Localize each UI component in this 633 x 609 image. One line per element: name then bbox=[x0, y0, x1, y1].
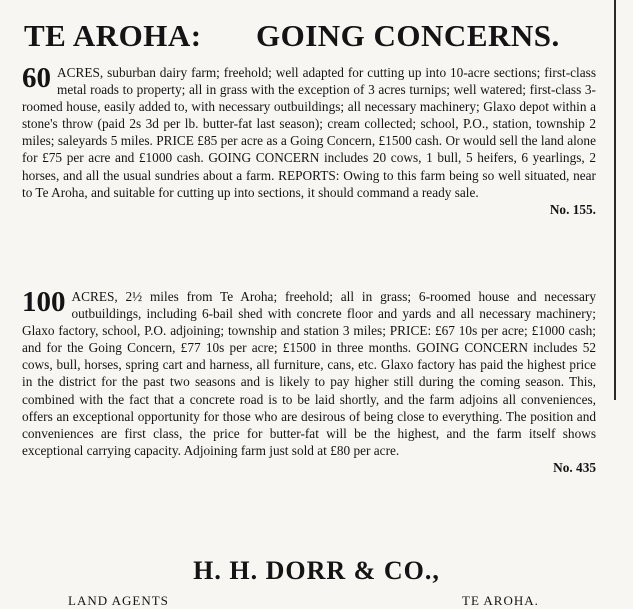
listing-text: ACRES, 2½ miles from Te Aroha; freehold; all in grass; 6-roomed house and necessary outbuildings, including 6-bail shed with concrete floor and yards and all necessary machinery; Glaxo factory, school, P.O. adjoining; township and station 3 miles; PRICE: £67 10s per acre; £1000 cash; and for the Going Concern, £77 10s per acre; £1500 in three months. GOING CONCERN includes 52 cows, bull, horses, spring cart and harness, all furniture, cans, etc. Glaxo factory has paid the highest price in the district for the past two seasons and is likely to pay higher still during the coming season. This, combined with the fact that a concrete road is to be laid shortly, and the farm adjoins all conveniences, offers an exceptional opportunity for those who are desirous of being close to everything. The position and conveniences are first class, the price for butter-fat will be the highest, and the farm itself shows exceptional carrying capacity. Adjoining farm just sold at £80 per acre. bbox=[22, 289, 596, 458]
listing-number: 100 bbox=[22, 286, 66, 318]
column-rule bbox=[614, 0, 616, 400]
listing-body bbox=[22, 64, 596, 218]
footer-land-agents: LAND AGENTS bbox=[68, 593, 169, 608]
header-location: TE AROHA: bbox=[24, 18, 202, 53]
listing-100-acres bbox=[22, 288, 596, 476]
listing-reference: No. 155. bbox=[549, 201, 596, 217]
listing-reference: No. 435 bbox=[553, 459, 596, 475]
firm-name: H. H. DORR & CO., bbox=[193, 556, 440, 585]
header-title: GOING CONCERNS. bbox=[256, 18, 560, 53]
listing-body bbox=[22, 288, 596, 476]
listing-text: ACRES, suburban dairy farm; freehold; well adapted for cutting up into 10-acre sections; first-class metal roads to property; all in grass with the exception of 3 acres turnips; well watered; first-class 3-roomed house, easily added to, with necessary outbuildings; all necessary machinery; Glaxo depot within a stone's throw (paid 2s 3d per lb. butter-fat last season); cream collected; school, P.O., station, township 2 miles; saleyards 5 miles. PRICE £85 per acre as a Going Concern, £1500 cash. Or would sell the land alone for £75 per acre and £1000 cash. GOING CONCERN includes 20 cows, 1 bull, 5 heifers, 6 yearlings, 2 horses, and all the usual sundries about a farm. REPORTS: Owing to this farm being so well situated, near to Te Aroha, and suitable for cutting up into sections, it should command a ready sale. bbox=[22, 65, 596, 200]
footer-location: TE AROHA. bbox=[462, 593, 539, 608]
listing-number: 60 bbox=[22, 62, 51, 94]
listing-60-acres bbox=[22, 64, 596, 218]
ad-header bbox=[24, 18, 584, 58]
